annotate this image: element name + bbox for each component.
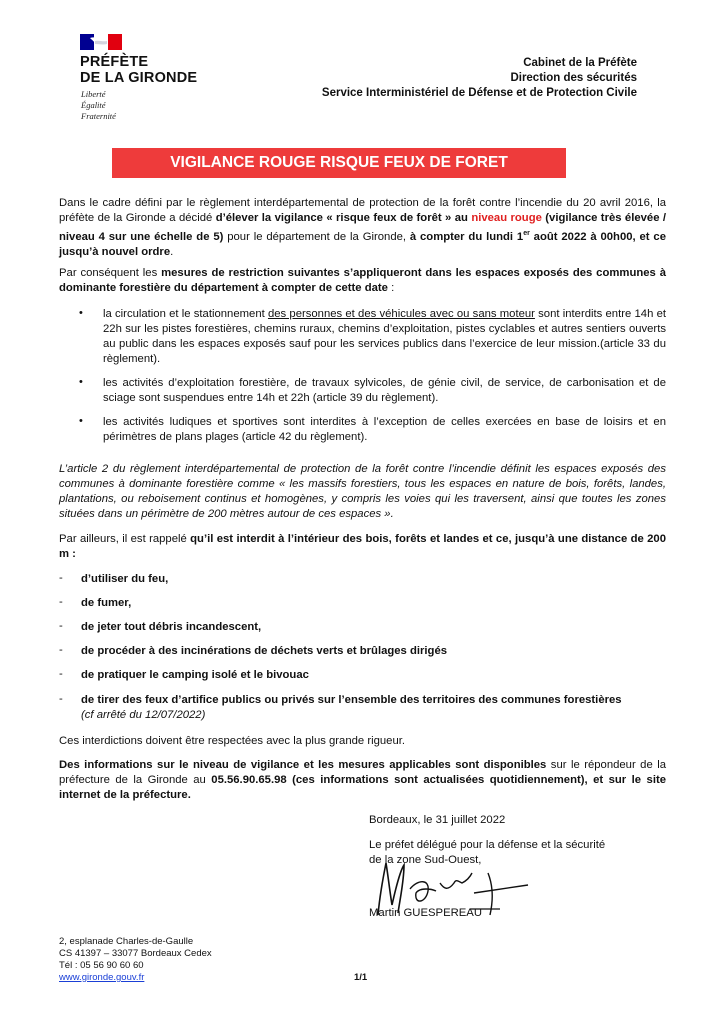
arrete-note: (cf arrêté du 12/07/2022) [81,709,206,721]
interdiction-incinerations: de procéder à des incinérations de déchets verts et brûlages dirigés [81,645,448,657]
marianne-logo-icon [80,34,122,50]
handwritten-signature-icon [370,853,535,923]
header-direction: Direction des sécurités [510,72,637,84]
bullet-activites-ludiques: les activités ludiques et sportives sont interdites à l’exception de celles exercées en base de loisirs et en périmètres de plans plages (article 42 du règlement). [103,416,666,443]
intro-paragraph: Dans le cadre défini par le règlement interdépartemental de protection de la forêt contre l’incendie du 20 avril 2016, la préfète de la Gironde a décidé d’élever la vigilance « risque feux de forêt » au niveau rouge (vigilance très élevée / niveau 4 sur une échelle de 5) pour le département de la Gironde, à compter du lundi 1er août 2022 à 00h00, et ce jusqu’à nouvel ordre. [59,197,667,258]
interdiction-debris: de jeter tout débris incandescent, [81,621,262,633]
reminder-paragraph: Par ailleurs, il est rappelé qu’il est interdit à l’intérieur des bois, forêts et landes et ce, jusqu’à une distance de 200 m : [59,533,666,560]
footer-website-link[interactable] [59,972,144,984]
interdiction-feux-artifice: de tirer des feux d’artifice publics ou privés sur l’ensemble des territoires des communes forestières [81,694,622,706]
dash-symbol: - [59,572,63,584]
dash-symbol: - [59,644,63,656]
page-number: 1/1 [354,972,368,983]
dash-symbol: - [59,668,63,680]
website-link[interactable]: www.gironde.gouv.fr [59,972,145,983]
bullet-circulation: la circulation et le stationnement des personnes et des véhicules avec ou sans moteur sont interdits entre 14h et 22h sur les pistes forestières, chemins ruraux, chemins d’exploitation, pistes cyclables et autres sentiers ouverts au public dans les espaces exposés sauf pour les services publics dans l’exercice de leur mission.(article 33 du règlement). [103,308,666,365]
place-date: Bordeaux, le 31 juillet 2022 [369,814,506,826]
header-cabinet: Cabinet de la Préfète [523,57,637,69]
dash-symbol: - [59,596,63,608]
interdiction-fumer: de fumer, [81,597,132,609]
footer-address-line1: 2, esplanade Charles-de-Gaulle [59,936,194,947]
rigueur-paragraph: Ces interdictions doivent être respectées avec la plus grande rigueur. [59,735,406,747]
bullet-symbol: • [79,415,83,427]
header-service: Service Interministériel de Défense et de Protection Civile [321,87,637,99]
dash-symbol: - [59,693,63,705]
bullet-exploitation: les activités d’exploitation forestière, de travaux sylvicoles, de génie civil, de service, de carbonisation et de sciage sont suspendues entre 14h et 22h (article 39 du règlement). [103,377,666,404]
interdiction-camping: de pratiquer le camping isolé et le bivouac [81,669,309,681]
interdiction-feu: d’utiliser du feu, [81,573,169,585]
motto-egalite: Égalité [81,100,106,110]
signatory-role-line1: Le préfet délégué pour la défense et la sécurité [369,839,606,851]
vigilance-banner: VIGILANCE ROUGE RISQUE FEUX DE FORET [112,148,566,178]
motto-fraternite: Fraternité [81,111,116,121]
logo-prefecture-line2: DE LA GIRONDE [80,70,198,86]
dash-symbol: - [59,620,63,632]
footer-phone: Tél : 05 56 90 60 60 [59,960,144,971]
article2-paragraph: L’article 2 du règlement interdépartemental de protection de la forêt contre l’incendie définit les espaces exposés des communes à dominante forestière comme « les massifs forestiers, tous les espaces en nature de bois, forêts, landes, plantations, ou reboisement continus et homogènes, y compris les voies qui les traversent, ainsi que toutes les zones situées dans un périmètre de 200 mètres autour de ces espaces ». [59,463,666,520]
bullet-symbol: • [79,307,83,319]
motto-liberte: Liberté [81,89,106,99]
bullet-symbol: • [79,376,83,388]
consequence-paragraph: Par conséquent les mesures de restriction suivantes s’appliqueront dans les espaces exposés des communes à dominante forestière du département à compter de cette date : [59,267,666,294]
logo-prefecture-line1: PRÉFÈTE [80,54,149,70]
footer-address-line2: CS 41397 – 33077 Bordeaux Cedex [59,948,212,959]
signatory-role-line2: de la zone Sud-Ouest, [369,854,482,866]
info-paragraph: Des informations sur le niveau de vigilance et les mesures applicables sont disponibles sur le répondeur de la préfecture de la Gironde au 05.56.90.65.98 (ces informations sont actualisées quotidiennement), et sur le site internet de la préfecture. [59,759,667,801]
signatory-name: Martin GUESPEREAU [369,907,482,919]
